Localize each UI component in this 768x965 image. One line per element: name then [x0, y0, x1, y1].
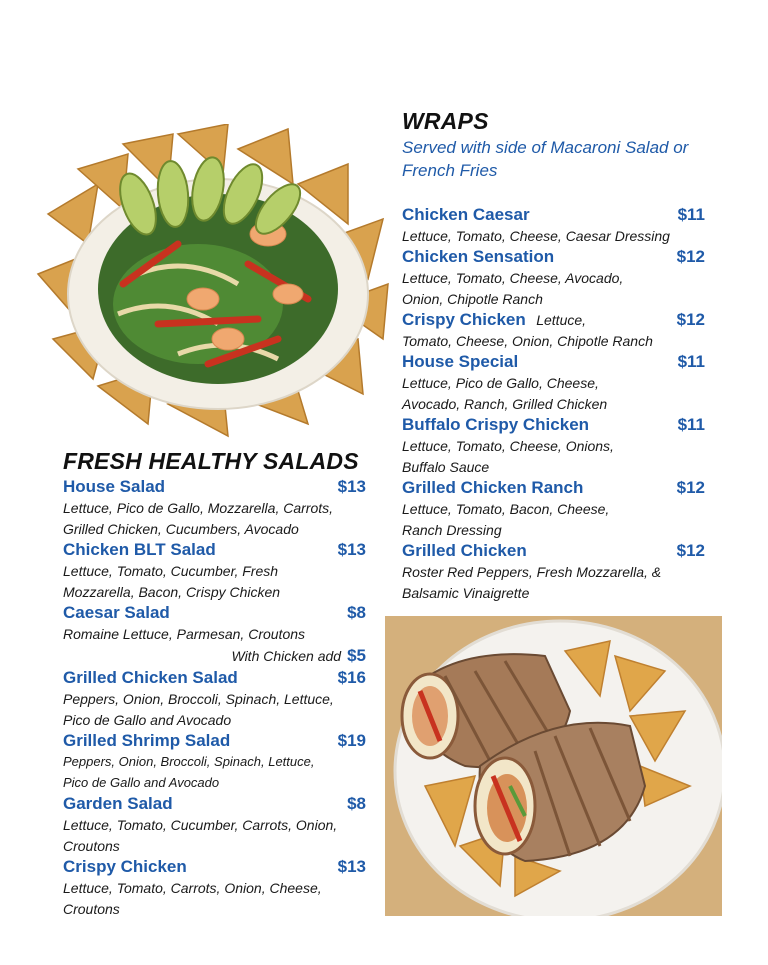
- item-price: $16: [337, 668, 366, 687]
- item-inline-desc: Lettuce,: [536, 312, 587, 328]
- item-price: $8: [347, 603, 366, 622]
- item-name: Chicken Sensation: [402, 247, 555, 266]
- item-name: Buffalo Crispy Chicken: [402, 415, 590, 434]
- item-desc: Lettuce, Tomato, Cucumber, Carrots, Onion, Croutons: [63, 817, 338, 854]
- item-price: $19: [337, 731, 366, 750]
- item-price: $11: [677, 352, 705, 371]
- list-item: [402, 309, 705, 351]
- item-price: $13: [337, 857, 366, 876]
- list-item: [63, 856, 366, 919]
- wraps-list: [402, 204, 705, 603]
- item-price: $12: [676, 247, 705, 266]
- list-item: [402, 540, 705, 603]
- item-desc: Romaine Lettuce, Parmesan, Croutons: [63, 626, 306, 642]
- item-desc: Lettuce, Tomato, Cucumber, Fresh Mozzarella, Bacon, Crispy Chicken: [63, 563, 281, 600]
- salads-list: [63, 476, 366, 919]
- item-desc: Peppers, Onion, Broccoli, Spinach, Lettuce, Pico de Gallo and Avocado: [63, 754, 315, 790]
- item-name: House Salad: [63, 477, 166, 496]
- item-name: Crispy Chicken: [402, 310, 526, 329]
- list-item: [63, 476, 366, 539]
- item-name: Chicken BLT Salad: [63, 540, 216, 559]
- list-item: [63, 667, 366, 730]
- item-desc: Lettuce, Pico de Gallo, Mozzarella, Carrots, Grilled Chicken, Cucumbers, Avocado: [63, 500, 334, 537]
- item-desc: Peppers, Onion, Broccoli, Spinach, Lettuce, Pico de Gallo and Avocado: [63, 691, 334, 728]
- list-item: [402, 246, 705, 309]
- item-name: Chicken Caesar: [402, 205, 530, 224]
- item-name: Grilled Chicken Ranch: [402, 478, 584, 497]
- salads-title: FRESH HEALTHY SALADS: [63, 448, 359, 474]
- list-item: [402, 477, 705, 540]
- list-item: [63, 602, 366, 667]
- item-price: $13: [337, 477, 366, 496]
- wrap-photo: [385, 616, 722, 916]
- item-desc: Lettuce, Tomato, Cheese, Avocado, Onion, Chipotle Ranch: [402, 270, 624, 307]
- item-price: $11: [677, 415, 705, 434]
- item-desc: Roster Red Peppers, Fresh Mozzarella, & Balsamic Vinaigrette: [402, 564, 662, 601]
- addon-price: $5: [347, 645, 366, 665]
- list-item: [63, 730, 366, 793]
- item-name: Caesar Salad: [63, 603, 170, 622]
- list-item: [63, 793, 366, 856]
- item-price: $12: [676, 541, 705, 560]
- wraps-title: WRAPS: [402, 108, 489, 134]
- item-desc: Lettuce, Tomato, Carrots, Onion, Cheese, Croutons: [63, 880, 322, 917]
- item-name: Grilled Chicken: [402, 541, 527, 560]
- addon-row: [63, 645, 366, 667]
- item-price: $8: [347, 794, 366, 813]
- item-name: Grilled Shrimp Salad: [63, 731, 231, 750]
- item-name: House Special: [402, 352, 519, 371]
- item-price: $12: [676, 478, 705, 497]
- item-desc: Tomato, Cheese, Onion, Chipotle Ranch: [402, 333, 653, 349]
- list-item: [63, 539, 366, 602]
- list-item: [402, 204, 705, 246]
- item-price: $11: [677, 205, 705, 224]
- wraps-subtitle: Served with side of Macaroni Salad or French Fries: [402, 138, 689, 180]
- item-desc: Lettuce, Tomato, Cheese, Onions, Buffalo Sauce: [402, 438, 614, 475]
- item-desc: Lettuce, Tomato, Bacon, Cheese, Ranch Dressing: [402, 501, 610, 538]
- item-desc: Lettuce, Pico de Gallo, Cheese, Avocado, Ranch, Grilled Chicken: [402, 375, 608, 412]
- addon-label: With Chicken add: [231, 647, 342, 664]
- item-price: $13: [337, 540, 366, 559]
- list-item: [402, 414, 705, 477]
- item-name: Grilled Chicken Salad: [63, 668, 238, 687]
- item-desc: Lettuce, Tomato, Cheese, Caesar Dressing: [402, 228, 670, 244]
- item-price: $12: [676, 310, 705, 329]
- list-item: [402, 351, 705, 414]
- item-name: Garden Salad: [63, 794, 173, 813]
- salad-photo: [28, 124, 402, 442]
- item-name: Crispy Chicken: [63, 857, 187, 876]
